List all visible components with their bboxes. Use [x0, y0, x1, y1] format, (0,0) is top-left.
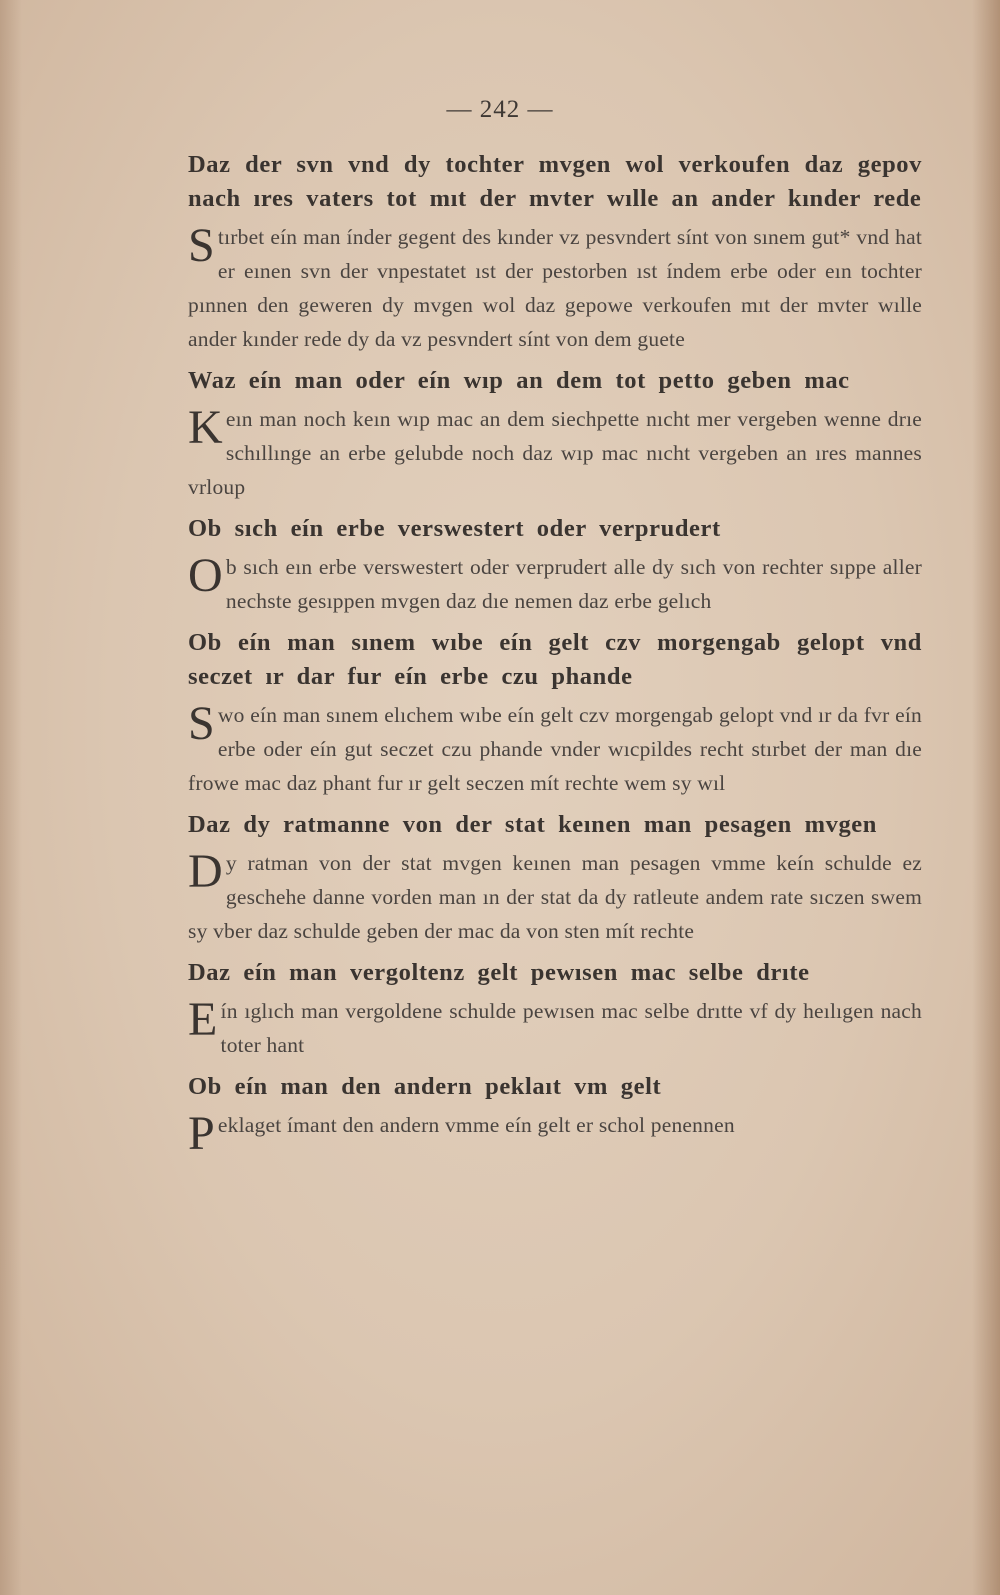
section-paragraph [188, 550, 922, 618]
section-heading: Daz dy ratmanne von der stat keınen man pesagen mvgen [188, 811, 878, 838]
paragraph-text: ín ıglıch man vergoldene schulde pewısen mac selbe drıtte vf dy heılıgen nach toter hant [220, 999, 922, 1057]
page-number: — 242 — [446, 96, 554, 123]
section-heading: Ob eín man den andern peklaıt vm gelt [188, 1073, 662, 1100]
initial-letter: O [188, 549, 223, 602]
section-heading: Ob sıch eín erbe verswestert oder verprudert [188, 515, 721, 542]
section-heading: Ob eín man sınem wıbe eín gelt czv morgengab gelopt vnd seczet ır dar fur eín erbe czu phande [188, 629, 922, 690]
paragraph-text: y ratman von der stat mvgen keınen man pesagen vmme keín schulde ez geschehe danne vorden man ın der stat da dy ratleute andem rate sıczen swem sy vber daz schulde geben der mac da von sten mít rechte [188, 851, 922, 943]
page-content [188, 148, 922, 1160]
section-heading: Waz eín man oder eín wıp an dem tot petto geben mac [188, 367, 850, 394]
paragraph-text: wo eín man sınem elıchem wıbe eín gelt czv morgengab gelopt vnd ır da fvr eín erbe oder eín gut seczet czu phande vnder wıcpildes recht stırbet der man dıe frowe mac daz phant fur ır gelt seczen mít rechte wem sy wıl [188, 703, 922, 795]
initial-letter: D [188, 845, 223, 898]
section-paragraph [188, 698, 922, 800]
section-paragraph [188, 220, 922, 356]
initial-letter: S [188, 697, 215, 750]
initial-letter: K [188, 401, 223, 454]
section-heading: Daz eín man vergoltenz gelt pewısen mac selbe drıte [188, 959, 810, 986]
initial-letter: E [188, 993, 218, 1046]
initial-letter: P [188, 1107, 215, 1160]
initial-letter: S [188, 219, 215, 272]
paragraph-text: eklaget ímant den andern vmme eín gelt er schol penennen [217, 1113, 735, 1137]
section-paragraph [188, 994, 922, 1062]
section-heading: Daz der svn vnd dy tochter mvgen wol verkoufen daz gepov nach ıres vaters tot mıt der mvter wılle an ander kınder rede [188, 151, 922, 212]
paragraph-text: tırbet eín man índer gegent des kınder vz pesvndert sínt von sınem gut* vnd hat er eınen svn der vnpestatet ıst der pestorben ıst índem erbe oder eın tochter pınnen den geweren dy mvgen wol daz gepowe verkoufen mıt der mvter wılle ander kınder rede dy da vz pesvndert sínt von dem guete [188, 225, 922, 351]
paragraph-text: b sıch eın erbe verswestert oder verprudert alle dy sıch von rechter sıppe aller nechste gesıppen mvgen daz dıe nemen daz erbe gelıch [225, 555, 922, 613]
section-paragraph [188, 1107, 922, 1160]
paragraph-text: eın man noch keın wıp mac an dem siechpette nıcht mer vergeben wenne drıe schıllınge an erbe gelubde noch daz wıp mac nıcht vergeben an ıres mannes vrloup [188, 407, 922, 499]
page-edge-left [0, 0, 22, 1595]
section-paragraph [188, 402, 922, 504]
page-edge-right [972, 0, 1000, 1595]
section-paragraph [188, 846, 922, 948]
